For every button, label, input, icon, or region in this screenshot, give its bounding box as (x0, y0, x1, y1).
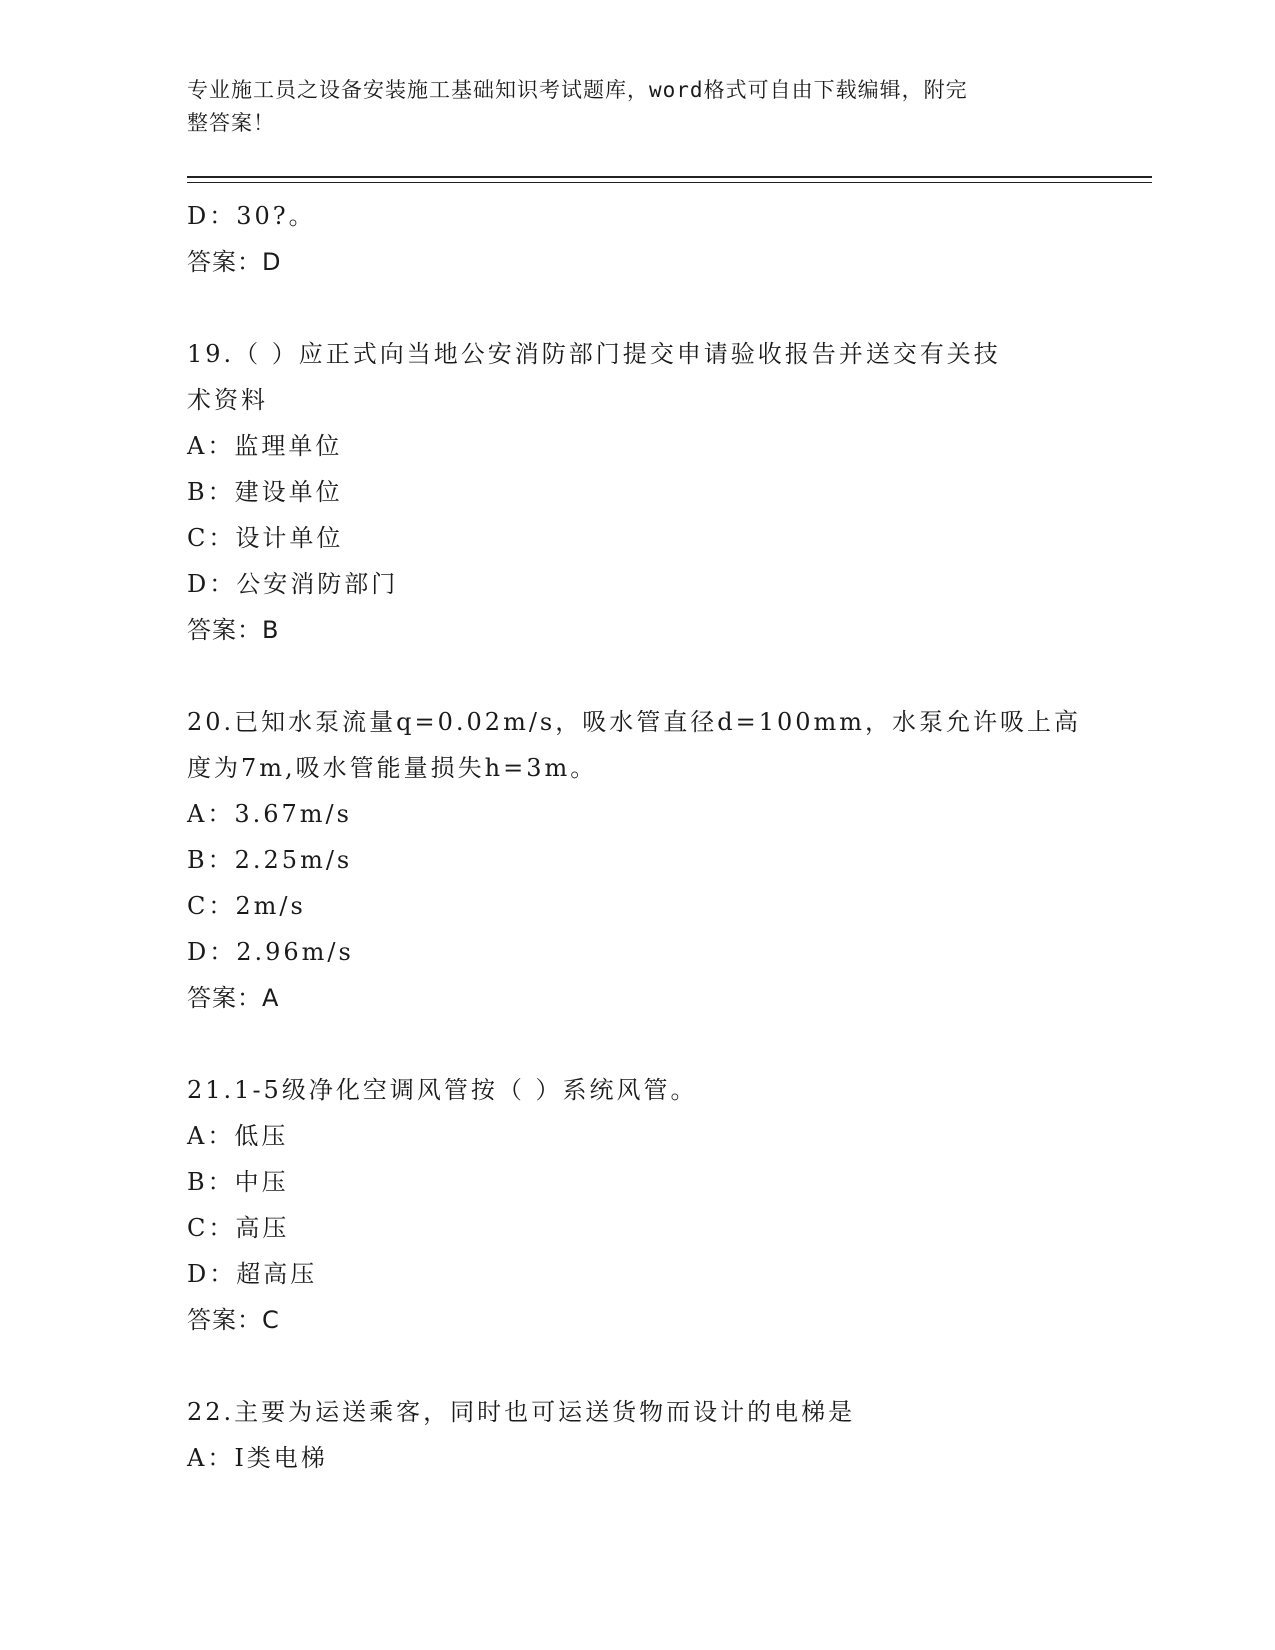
page-header (187, 74, 1067, 140)
question-stem: 19.（ ）应正式向当地公安消防部门提交申请验收报告并送交有关技 (187, 340, 1001, 368)
spacer (187, 1343, 1067, 1389)
option-c: C：设计单位 (187, 524, 344, 552)
option-d: D：公安消防部门 (187, 570, 399, 598)
answer-line: 答案：A (187, 984, 280, 1012)
spacer (187, 1021, 1067, 1067)
header-line-2: 整答案！ (187, 111, 275, 135)
question-21 (187, 1067, 1067, 1343)
option-c: C：高压 (187, 1214, 290, 1242)
question-20 (187, 699, 1082, 1021)
answer-line: 答案：D (187, 248, 282, 276)
question-22 (187, 1389, 1067, 1481)
option-b: B：建设单位 (187, 478, 343, 506)
option-d: D：2.96m/s (187, 938, 354, 966)
answer-line: 答案：B (187, 616, 280, 644)
question-stem: 度为7m,吸水管能量损失h=3m。 (187, 754, 598, 782)
spacer (187, 653, 1067, 699)
header-rule-thick (187, 176, 1152, 178)
option-c: C：2m/s (187, 892, 306, 920)
header-rule-thin (187, 182, 1152, 183)
question-stem: 22.主要为运送乘客，同时也可运送货物而设计的电梯是 (187, 1398, 856, 1426)
option-a: A：低压 (187, 1122, 289, 1150)
option-d: D：30?。 (187, 202, 316, 230)
option-d: D：超高压 (187, 1260, 318, 1288)
header-line-1: 专业施工员之设备安装施工基础知识考试题库，word格式可自由下载编辑，附完 (187, 78, 968, 102)
option-b: B：中压 (187, 1168, 289, 1196)
answer-line: 答案：C (187, 1306, 280, 1334)
question-stem: 21.1-5级净化空调风管按（ ）系统风管。 (187, 1076, 698, 1104)
spacer (187, 285, 1067, 331)
option-a: A：3.67m/s (187, 800, 352, 828)
question-stem: 20.已知水泵流量q=0.02m/s，吸水管直径d=100mm，水泵允许吸上高 (187, 708, 1082, 736)
option-a: A：I类电梯 (187, 1444, 328, 1472)
question-list (187, 193, 1082, 1481)
question-stem: 术资料 (187, 386, 268, 414)
question-18-fragment (187, 193, 1067, 285)
option-a: A：监理单位 (187, 432, 343, 460)
question-19 (187, 331, 1067, 653)
option-b: B：2.25m/s (187, 846, 353, 874)
